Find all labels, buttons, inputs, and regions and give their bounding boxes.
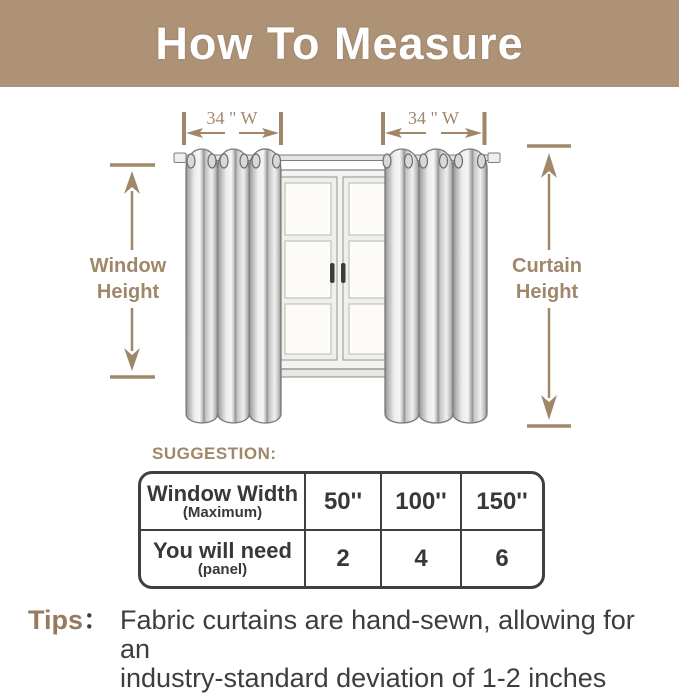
table-cell: 6 — [460, 529, 542, 586]
row-label: You will need — [153, 537, 292, 563]
suggestion-table — [138, 471, 545, 589]
table-cell: 50'' — [304, 474, 380, 529]
table-cell: 100'' — [380, 474, 460, 529]
row-sublabel: (Maximum) — [182, 504, 263, 522]
left-width-dimension — [184, 108, 281, 145]
curtain-height-label-line1: Curtain — [512, 255, 582, 277]
arrow-up-icon — [124, 171, 140, 194]
right-width-dimension — [383, 108, 485, 145]
table-cell: 4 — [380, 529, 460, 586]
page-title: How To Measure — [155, 17, 524, 69]
suggestion-heading: SUGGESTION: — [152, 444, 277, 463]
table-header-cell — [141, 529, 304, 586]
curtain-height-label-line2: Height — [515, 281, 579, 303]
tips-line2: industry-standard deviation of 1-2 inches — [120, 663, 607, 693]
table-cell: 150'' — [460, 474, 542, 529]
right-width-label: 34 " W — [407, 108, 460, 128]
measure-diagram — [0, 100, 679, 440]
tips-label: Tips — [28, 605, 84, 635]
row-label: Window Width — [146, 480, 299, 506]
arrow-down-icon — [541, 395, 557, 420]
window-height-label-line1: Window — [89, 255, 167, 277]
right-curtain-panel — [383, 149, 487, 423]
table-cell: 2 — [304, 529, 380, 586]
arrow-down-icon — [124, 348, 140, 371]
window-height-label-line2: Height — [96, 281, 160, 303]
window-height-dimension — [90, 165, 167, 377]
table-header-cell — [141, 474, 304, 529]
left-curtain-panel — [186, 149, 281, 423]
header-banner — [0, 0, 679, 87]
row-sublabel: (panel) — [197, 561, 248, 579]
curtain-height-dimension — [512, 146, 582, 426]
tips-colon: ： — [83, 605, 111, 635]
tips-section — [28, 606, 668, 693]
left-width-label: 34 " W — [206, 108, 258, 128]
tips-text — [120, 606, 668, 693]
tips-line1: Fabric curtains are hand-sewn, allowing for an — [120, 605, 635, 665]
